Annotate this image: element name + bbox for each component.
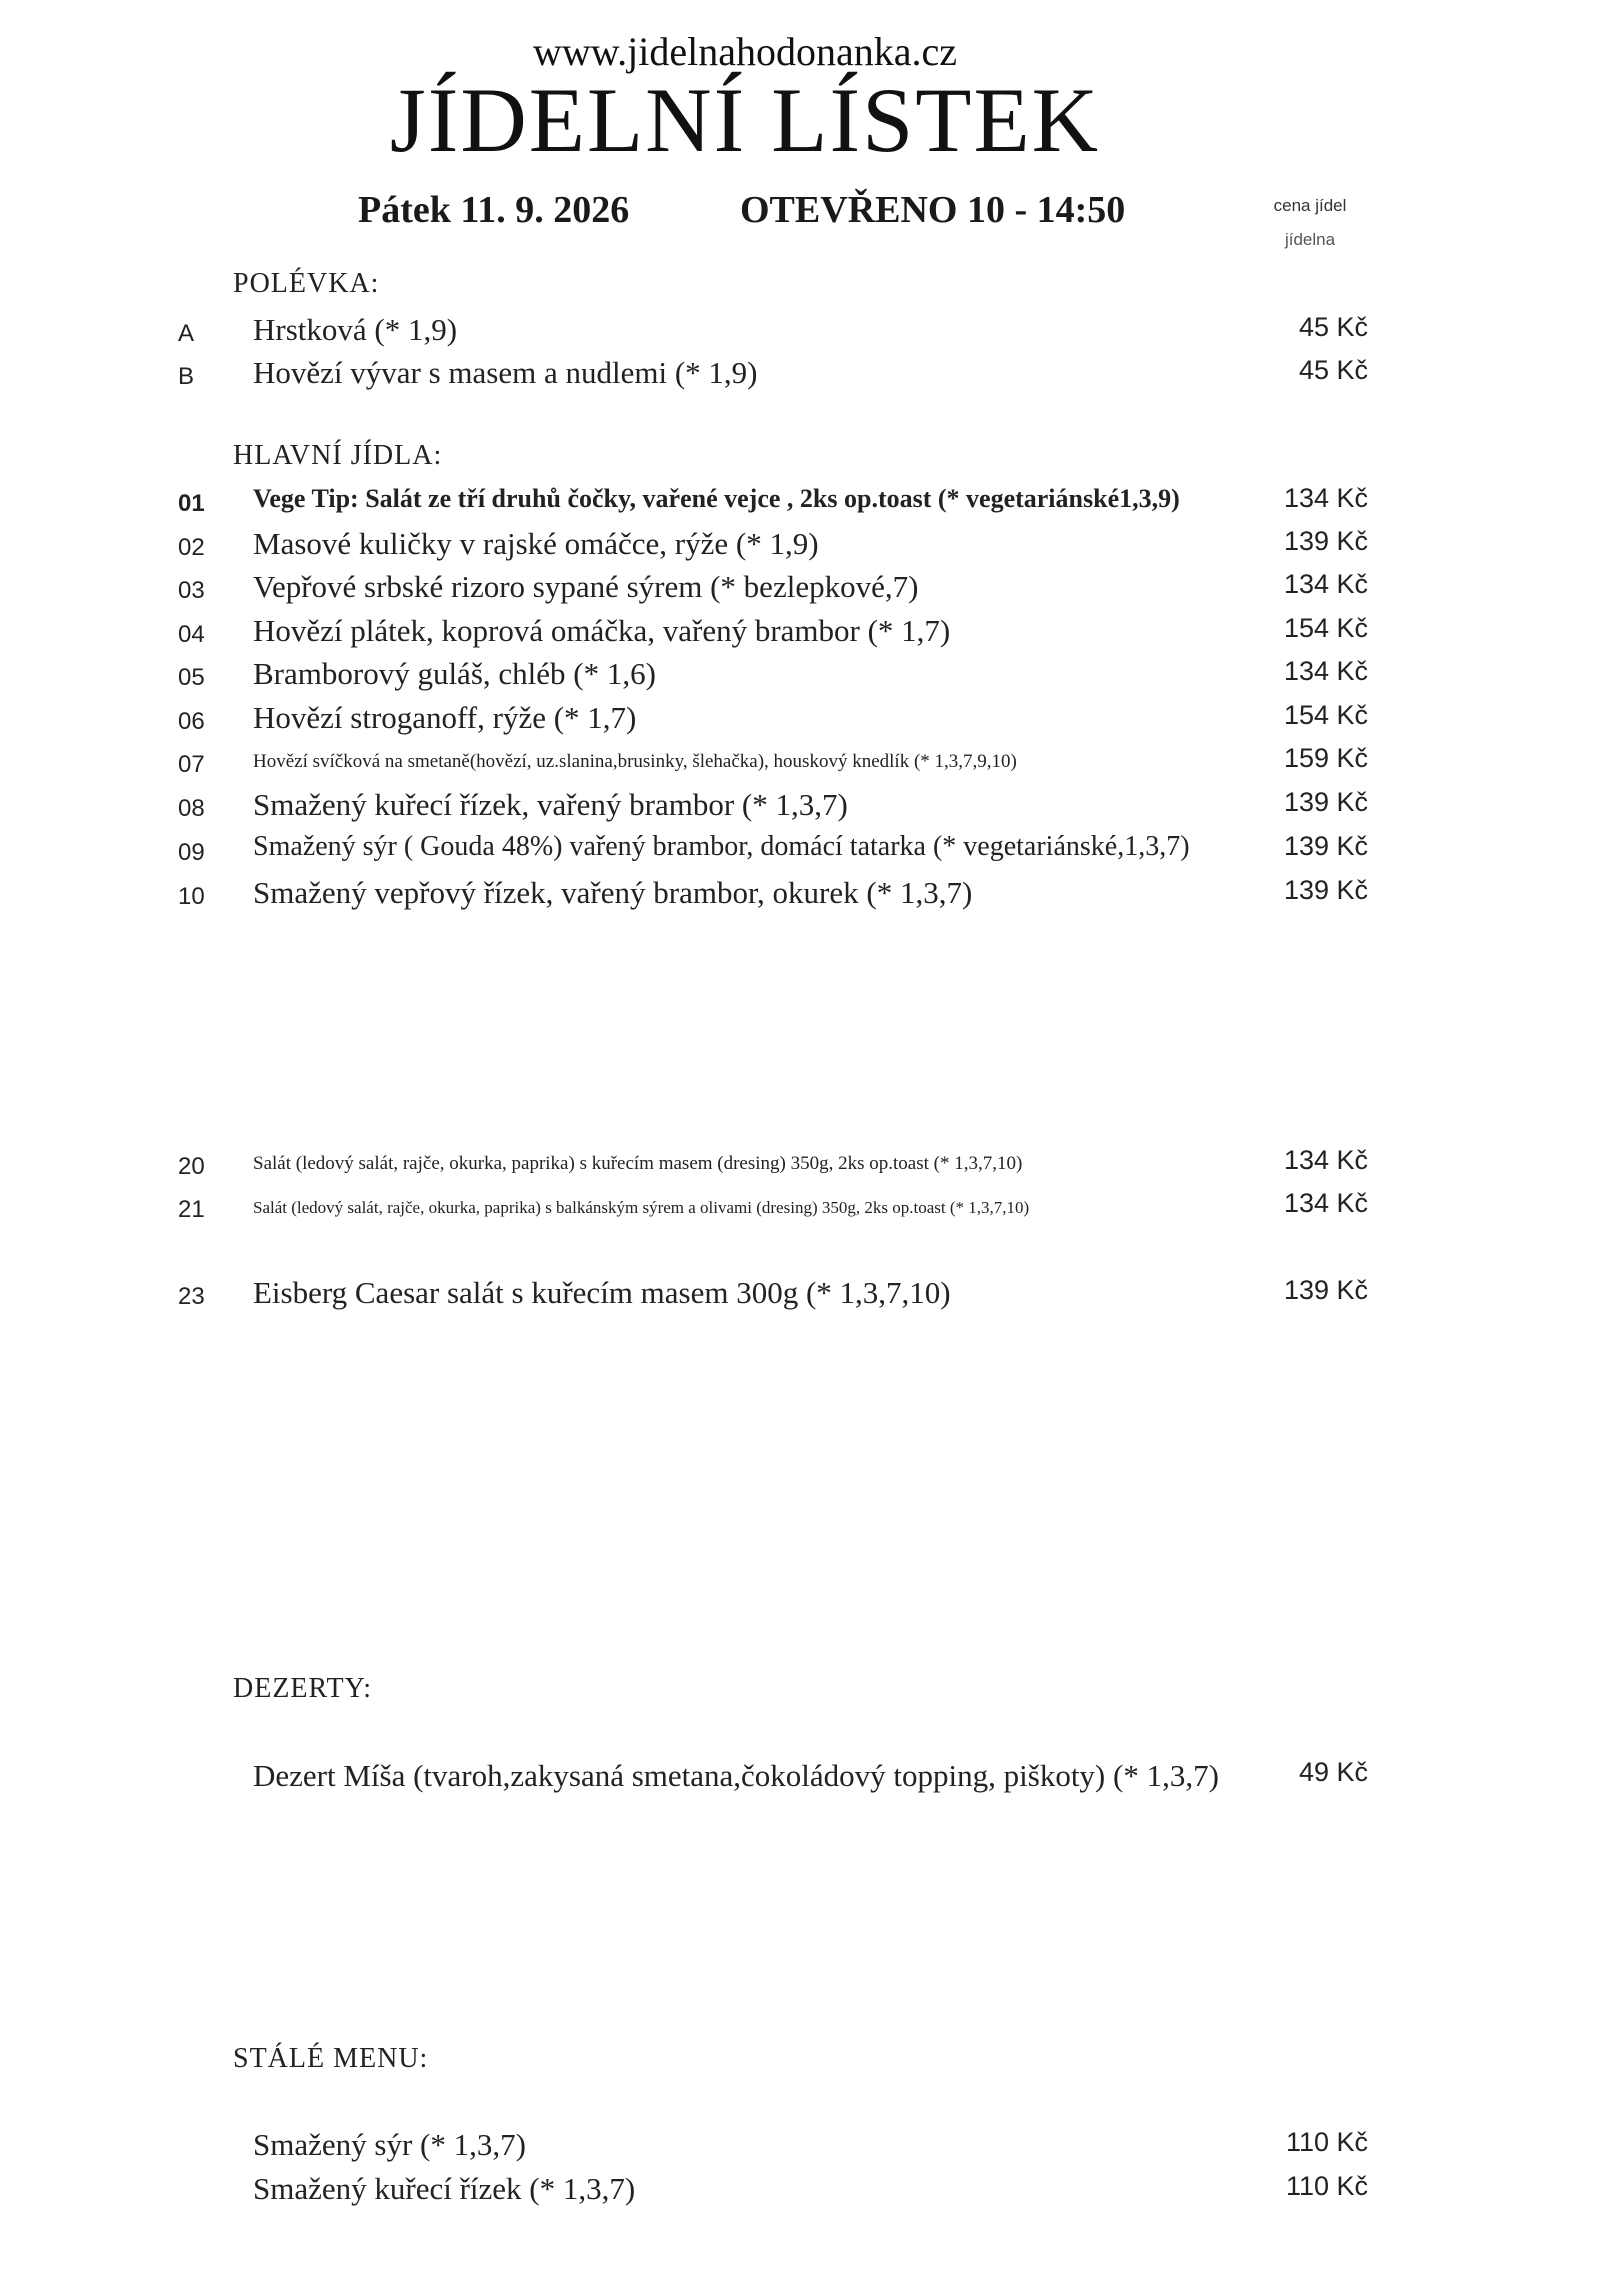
section-title-mains: HLAVNÍ JÍDLA:: [233, 440, 443, 471]
item-code: 09: [178, 839, 205, 866]
menu-date: Pátek 11. 9. 2026: [358, 189, 630, 231]
section-title-permanent-menu: STÁLÉ MENU:: [233, 2043, 429, 2074]
main-item-name: Hovězí stroganoff, rýže (* 1,7): [253, 700, 637, 735]
opening-hours: OTEVŘENO 10 - 14:50: [740, 189, 1126, 231]
item-code: 10: [178, 883, 205, 910]
item-code: 02: [178, 534, 205, 561]
item-code: 01: [178, 490, 205, 517]
salad-item-name: Eisberg Caesar salát s kuřecím masem 300g (* 1,3,7,10): [253, 1275, 951, 1310]
salad-item-name: Salát (ledový salát, rajče, okurka, paprika) s kuřecím masem (dresing) 350g, 2ks op.toast (* 1,3,7,10): [253, 1153, 1023, 1174]
page-title: JÍDELNÍ LÍSTEK: [389, 69, 1101, 171]
item-code: 08: [178, 795, 205, 822]
soup-item-price: 45 Kč: [1298, 355, 1368, 385]
item-code: 20: [178, 1153, 205, 1180]
main-item-name: Masové kuličky v rajské omáčce, rýže (* 1,9): [253, 526, 819, 561]
main-item-price: 139 Kč: [1283, 787, 1368, 817]
section-title-soups: POLÉVKA:: [233, 268, 380, 299]
dessert-item-name: Dezert Míša (tvaroh,zakysaná smetana,čokoládový topping, piškoty) (* 1,3,7): [253, 1758, 1219, 1793]
main-item-name: Smažený vepřový řízek, vařený brambor, okurek (* 1,3,7): [253, 875, 973, 910]
main-item-price: 134 Kč: [1283, 656, 1368, 686]
item-code: A: [178, 320, 195, 347]
item-code: 06: [178, 708, 205, 735]
main-item-price: 134 Kč: [1283, 569, 1368, 599]
main-item-name: Vepřové srbské rizoro sypané sýrem (* bezlepkové,7): [253, 569, 919, 604]
main-item-price: 139 Kč: [1283, 526, 1368, 556]
main-item-price: 154 Kč: [1283, 613, 1368, 643]
soup-item-price: 45 Kč: [1298, 312, 1368, 342]
dessert-item-price: 49 Kč: [1298, 1757, 1368, 1787]
permanent-item-price: 110 Kč: [1285, 2171, 1368, 2201]
main-item-price: 139 Kč: [1283, 875, 1368, 905]
item-code: 05: [178, 664, 205, 691]
main-item-price: 139 Kč: [1283, 831, 1368, 861]
soup-item-name: Hrstková (* 1,9): [253, 312, 458, 347]
item-code: 07: [178, 751, 205, 778]
salad-item-name: Salát (ledový salát, rajče, okurka, paprika) s balkánským sýrem a olivami (dresing) 350g, 2ks op.toast (* 1,3,7,10): [253, 1198, 1030, 1217]
main-item-name: Smažený kuřecí řízek, vařený brambor (* 1,3,7): [253, 787, 848, 822]
main-item-price: 154 Kč: [1283, 700, 1368, 730]
price-column-subheader: jídelna: [1284, 230, 1336, 249]
item-code: 23: [178, 1283, 205, 1310]
website-url: www.jidelnahodonanka.cz: [533, 29, 957, 74]
item-code: 21: [178, 1196, 205, 1223]
item-code: B: [178, 363, 195, 390]
salad-item-price: 134 Kč: [1283, 1188, 1368, 1218]
soup-item-name: Hovězí vývar s masem a nudlemi (* 1,9): [253, 355, 758, 390]
main-item-price: 134 Kč: [1283, 483, 1368, 513]
salad-item-price: 134 Kč: [1283, 1145, 1368, 1175]
price-column-header: cena jídel: [1273, 196, 1347, 215]
item-code: 04: [178, 621, 205, 648]
permanent-item-price: 110 Kč: [1285, 2127, 1368, 2157]
main-item-name: Hovězí plátek, koprová omáčka, vařený brambor (* 1,7): [253, 613, 951, 648]
salad-item-price: 139 Kč: [1283, 1275, 1368, 1305]
main-item-name: Hovězí svíčková na smetaně(hovězí, uz.slanina,brusinky, šlehačka), houskový knedlík (* 1,3,7,9,10): [253, 751, 1017, 772]
section-title-desserts: DEZERTY:: [233, 1673, 373, 1704]
permanent-item-name: Smažený sýr (* 1,3,7): [253, 2127, 526, 2162]
main-item-name: Smažený sýr ( Gouda 48%) vařený brambor, domácí tatarka (* vegetariánské,1,3,7): [253, 831, 1190, 862]
permanent-item-name: Smažený kuřecí řízek (* 1,3,7): [253, 2171, 636, 2206]
main-item-name: Vege Tip: Salát ze tří druhů čočky, vařené vejce , 2ks op.toast (* vegetariánské1,3,9): [253, 484, 1180, 513]
main-item-name: Bramborový guláš, chléb (* 1,6): [253, 656, 656, 691]
main-item-price: 159 Kč: [1283, 743, 1368, 773]
item-code: 03: [178, 577, 205, 604]
